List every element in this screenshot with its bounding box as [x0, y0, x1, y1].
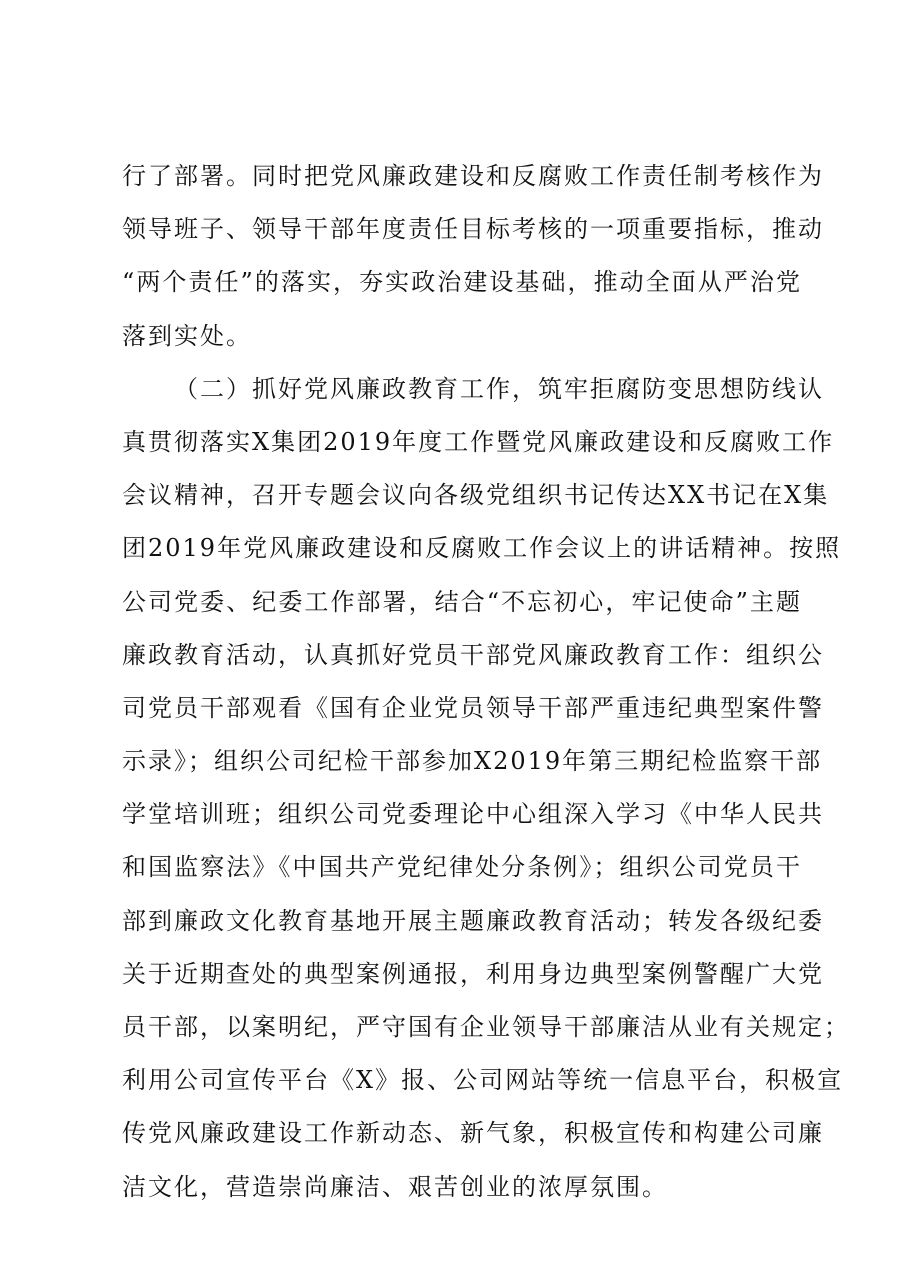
text-line: 公司党委、纪委工作部署，结合“不忘初心，牢记使命”主题 — [122, 587, 802, 616]
text-line: 示录》；组织公司纪检干部参加X2019年第三期纪检监察干部 — [122, 747, 823, 776]
text-line: 司党员干部观看《国有企业党员领导干部严重违纪典型案件警 — [122, 693, 824, 722]
text-line: 行了部署。同时把党风廉政建设和反腐败工作责任制考核作为 — [122, 162, 824, 190]
text-line: 洁文化，营造崇尚廉洁、艰苦创业的浓厚氛围。 — [122, 1172, 668, 1201]
body-text — [122, 150, 850, 1214]
text-line: 会议精神，召开专题会议向各级党组织书记传达XX书记在X集 — [122, 481, 830, 510]
text-line: 廉政教育活动，认真抓好党员干部党风廉政教育工作：组织公 — [122, 640, 824, 669]
text-line: 领导班子、领导干部年度责任目标考核的一项重要指标，推动 — [122, 215, 824, 244]
text-line: 员干部，以案明纪，严守国有企业领导干部廉洁从业有关规定； — [122, 1013, 850, 1041]
text-line: 和国监察法》《中国共产党纪律处分条例》；组织公司党员干 — [122, 853, 802, 882]
text-line: 落到实处。 — [122, 321, 252, 350]
text-line: “两个责任”的落实，夯实政治建设基础，推动全面从严治党 — [122, 268, 802, 297]
text-line: 传党风廉政建设工作新动态、新气象，积极宣传和构建公司廉 — [122, 1119, 824, 1148]
text-line: 利用公司宣传平台《X》报、公司网站等统一信息平台，积极宣 — [122, 1066, 844, 1095]
text-line: 部到廉政文化教育基地开展主题廉政教育活动；转发各级纪委 — [122, 906, 824, 935]
paragraph-1 — [122, 150, 824, 363]
text-line: 团2019年党风廉政建设和反腐败工作会议上的讲话精神。按照 — [122, 534, 842, 563]
text-line: 真贯彻落实X集团2019年度工作暨党风廉政建设和反腐败工作 — [122, 427, 835, 456]
paragraph-2 — [122, 363, 850, 1214]
text-line-indented: （二）抓好党风廉政教育工作，筑牢拒腐防变思想防线认 — [174, 374, 824, 403]
text-line: 学堂培训班；组织公司党委理论中心组深入学习《中华人民共 — [122, 800, 824, 829]
text-line: 关于近期查处的典型案例通报，利用身边典型案例警醒广大党 — [122, 959, 824, 988]
